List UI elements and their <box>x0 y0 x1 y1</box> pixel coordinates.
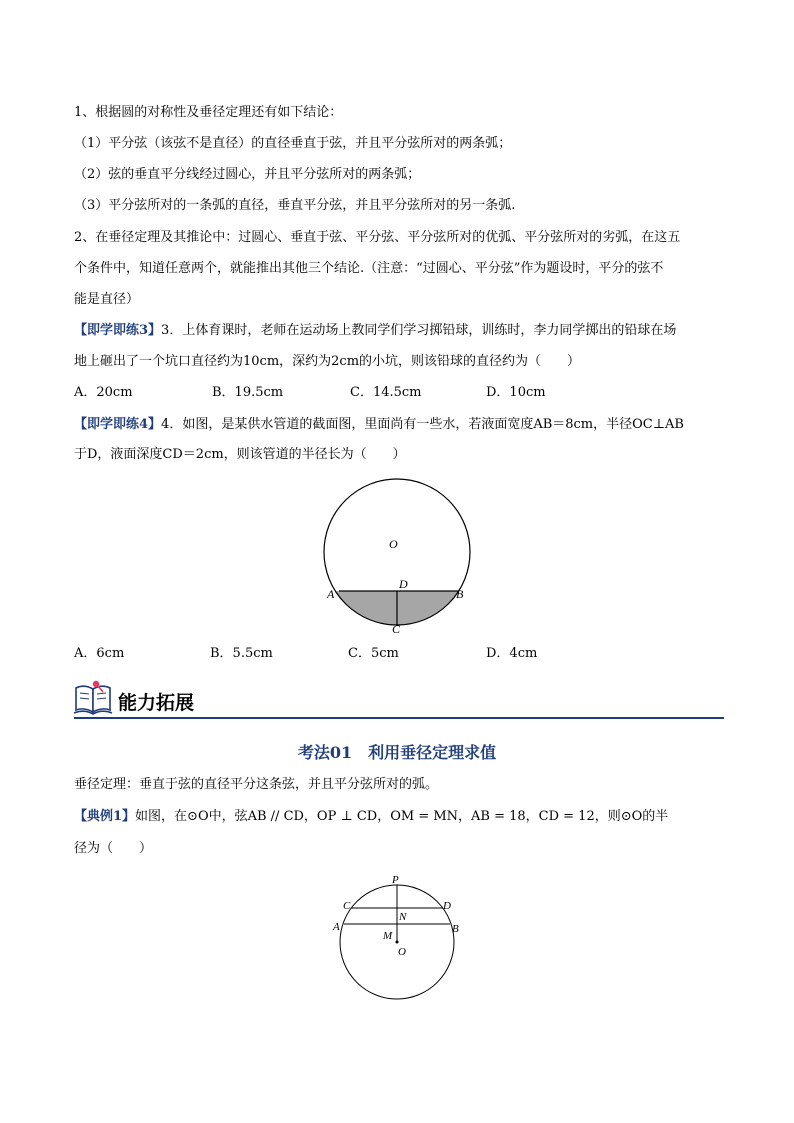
q3-line2: 地上砸出了一个坑口直径约为10cm，深约为2cm的小坑，则该铅球的直径约为（ ） <box>74 354 581 369</box>
circle-chords-figure <box>326 868 468 1008</box>
q4-line1 <box>74 416 684 434</box>
q3-option-a[interactable]: A．20cm <box>74 385 133 400</box>
section-divider <box>74 717 724 719</box>
q4-option-a[interactable]: A．6cm <box>74 646 125 661</box>
label-b2: B <box>452 923 459 935</box>
method-title: 考法01 利用垂径定理求值 <box>297 743 497 762</box>
q4-line2: 于D，液面深度CD＝2cm，则该管道的半径长为（ ） <box>74 447 406 462</box>
para2-line1: 2、在垂径定理及其推论中：过圆心、垂直于弦、平分弦、平分弦所对的优弧、平分弦所对的劣弧，在这五 <box>74 230 681 245</box>
open-book-icon <box>72 680 114 716</box>
q3-line1 <box>74 322 676 340</box>
example-text1: 如图，在⊙O中，弦AB // CD，OP ⊥ CD，OM = MN，AB = 18，CD = 12，则⊙O的半 <box>135 809 669 824</box>
para1-item1: （1）平分弦（该弦不是直径）的直径垂直于弦，并且平分弦所对的两条弧； <box>74 136 512 151</box>
q4-option-b[interactable]: B．5.5cm <box>210 646 273 661</box>
method-theorem: 垂径定理：垂直于弦的直径平分这条弦，并且平分弦所对的弧。 <box>74 777 439 792</box>
para1-intro: 1、根据圆的对称性及垂径定理还有如下结论： <box>74 105 343 120</box>
label-c: C <box>392 622 401 636</box>
q3-text1: 3．上体育课时，老师在运动场上教同学们学习掷铅球，训练时，李力同学掷出的铅球在场 <box>161 323 677 338</box>
para1-item3: （3）平分弦所对的一条弧的直径，垂直平分弦，并且平分弦所对的另一条弧. <box>74 198 516 213</box>
center-point <box>396 941 399 944</box>
label-b: B <box>456 587 464 601</box>
para1-item2: （2）弦的垂直平分线经过圆心，并且平分弦所对的两条弧； <box>74 167 421 182</box>
para2-line2: 个条件中，知道任意两个，就能推出其他三个结论.（注意：“过圆心、平分弦”作为题设时，平分的弦不 <box>74 261 664 276</box>
section-title: 能力拓展 <box>118 692 195 714</box>
q3-option-d[interactable]: D．10cm <box>486 385 546 400</box>
q4-text1: 4．如图，是某供水管道的截面图，里面尚有一些水，若液面宽度AB＝8cm，半径OC⊥AB <box>161 417 684 432</box>
q3-option-b[interactable]: B．19.5cm <box>212 385 284 400</box>
q4-tag: 【即学即练4】 <box>74 417 162 432</box>
label-n: N <box>399 911 407 923</box>
example-line1 <box>74 808 668 826</box>
label-o2: O <box>398 946 406 958</box>
label-a2: A <box>333 921 340 933</box>
label-a: A <box>327 587 335 601</box>
example-tag: 【典例1】 <box>74 809 136 824</box>
q4-option-c[interactable]: C．5cm <box>348 646 399 661</box>
label-p: P <box>392 874 399 886</box>
label-d: D <box>399 577 408 591</box>
example-line2: 径为（ ） <box>74 841 153 856</box>
label-d2: D <box>443 900 451 912</box>
label-o: O <box>389 537 398 551</box>
para2-line3: 能是直径） <box>74 292 140 307</box>
q3-tag: 【即学即练3】 <box>74 323 162 338</box>
pipe-cross-section-figure <box>318 474 478 642</box>
label-m: M <box>383 930 393 942</box>
q3-option-c[interactable]: C．14.5cm <box>350 385 422 400</box>
q4-option-d[interactable]: D．4cm <box>486 646 538 661</box>
label-c2: C <box>343 900 351 912</box>
